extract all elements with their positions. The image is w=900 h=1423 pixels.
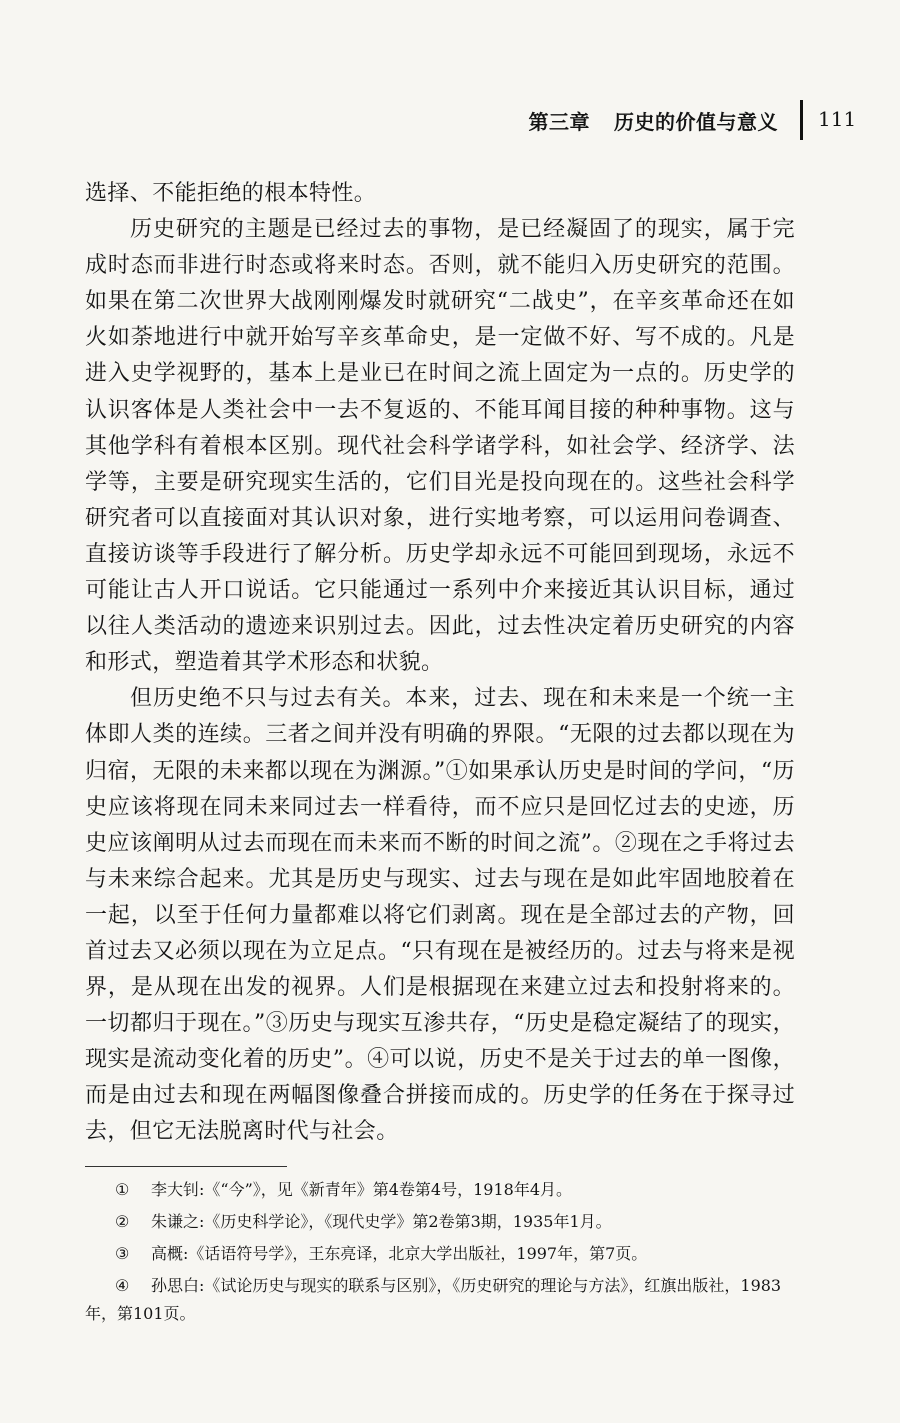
body-text — [85, 176, 795, 1151]
footnote-marker: ① — [115, 1180, 130, 1199]
paragraph-history-subject: 历史研究的主题是已经过去的事物，是已经凝固了的现实，属于完成时态而非进行时态或将来时态。否则，就不能归入历史研究的范围。如果在第二次世界大战刚刚爆发时就研究“二战史”，在辛亥革命还在如火如荼地进行中就开始写辛亥革命史，是一定做不好、写不成的。凡是进入史学视野的，基本上是业已在时间之流上固定为一点的。历史学的认识客体是人类社会中一去不复返的、不能耳闻目接的种种事物。这与其他学科有着根本区别。现代社会科学诸学科，如社会学、经济学、法学等，主要是研究现实生活的，它们目光是投向现在的。这些社会科学研究者可以直接面对其认识对象，进行实地考察，可以运用问卷调查、直接访谈等手段进行了解分析。历史学却永远不可能回到现场，永远不可能让古人开口说话。它只能通过一系列中介来接近其认识目标，通过以往人类活动的遗迹来识别过去。因此，过去性决定着历史研究的内容和形式，塑造着其学术形态和状貌。 — [85, 217, 795, 676]
footnote-4 — [85, 1272, 805, 1328]
footnote-marker: ④ — [115, 1276, 130, 1295]
running-header — [0, 100, 900, 146]
footnotes — [85, 1176, 805, 1332]
footnote-divider — [85, 1166, 287, 1167]
footnote-2 — [85, 1208, 805, 1236]
footnote-1 — [85, 1176, 805, 1204]
header-vertical-rule — [800, 100, 803, 140]
footnote-text: 李大钊:《“今”》，见《新青年》第4卷第4号，1918年4月。 — [151, 1180, 573, 1199]
footnote-text: 孙思白:《试论历史与现实的联系与区别》，《历史研究的理论与方法》，红旗出版社，1983年，第101页。 — [85, 1276, 782, 1323]
paragraph-history-present: 但历史绝不只与过去有关。本来，过去、现在和未来是一个统一主体即人类的连续。三者之间并没有明确的界限。“无限的过去都以现在为归宿，无限的未来都以现在为渊源。”①如果承认历史是时间的学问，“历史应该将现在同未来同过去一样看待，而不应只是回忆过去的史迹，历史应该阐明从过去而现在而未来而不断的时间之流”。②现在之手将过去与未来综合起来。尤其是历史与现实、过去与现在是如此牢固地胶着在一起，以至于任何力量都难以将它们剥离。现在是全部过去的产物，回首过去又必须以现在为立足点。“只有现在是被经历的。过去与将来是视界，是从现在出发的视界。人们是根据现在来建立过去和投射将来的。一切都归于现在。”③历史与现实互渗共存，“历史是稳定凝结了的现实，现实是流动变化着的历史”。④可以说，历史不是关于过去的单一图像，而是由过去和现在两幅图像叠合拼接而成的。历史学的任务在于探寻过去，但它无法脱离时代与社会。 — [85, 686, 795, 1145]
footnote-3 — [85, 1240, 805, 1268]
page-number: 111 — [818, 107, 857, 131]
chapter-number: 第三章 — [528, 110, 590, 134]
footnote-text: 朱谦之:《历史科学论》，《现代史学》第2卷第3期，1935年1月。 — [151, 1212, 612, 1231]
footnote-marker: ② — [115, 1212, 130, 1231]
paragraph-continuation: 选择、不能拒绝的根本特性。 — [85, 181, 377, 206]
footnote-text: 高概:《话语符号学》，王东亮译，北京大学出版社，1997年，第7页。 — [151, 1244, 648, 1263]
chapter-title: 历史的价值与意义 — [614, 110, 778, 134]
chapter-heading — [529, 106, 779, 135]
footnote-marker: ③ — [115, 1244, 130, 1263]
